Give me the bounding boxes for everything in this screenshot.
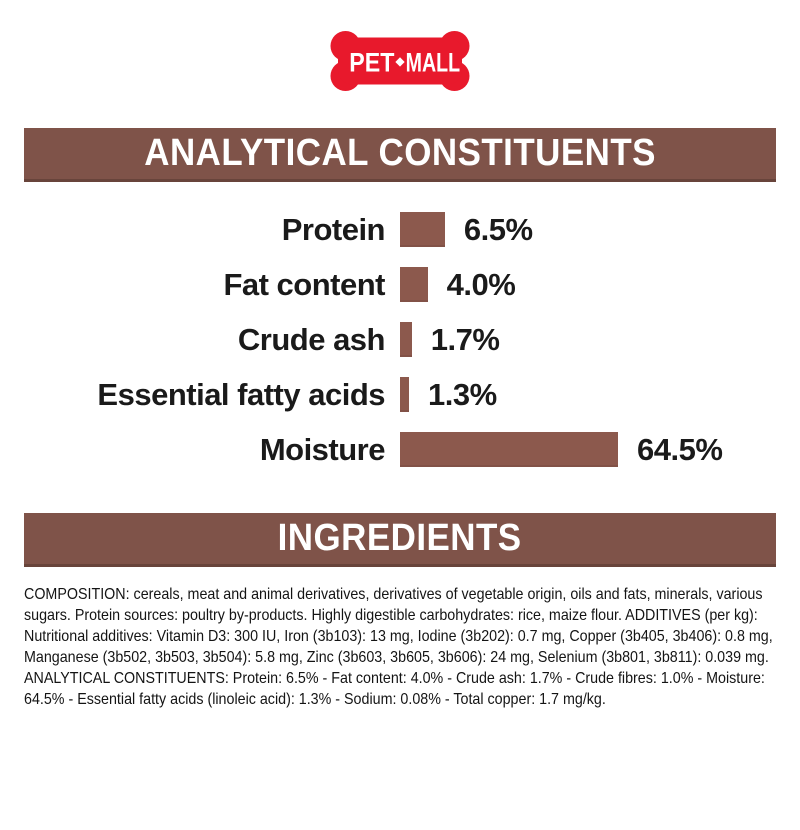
logo-text-mall: MALL xyxy=(405,46,461,78)
chart-row xyxy=(0,422,800,477)
chart-bar xyxy=(400,432,618,467)
analytical-constituents-title: ANALYTICAL CONSTITUENTS xyxy=(144,132,656,174)
chart-value-label: 1.7% xyxy=(430,321,500,357)
chart-value-label: 1.3% xyxy=(427,376,497,412)
chart-bar xyxy=(400,322,412,357)
chart-row xyxy=(0,367,800,422)
chart-value-label: 64.5% xyxy=(637,431,723,467)
pet-food-label xyxy=(0,30,800,830)
chart-category-label: Fat content xyxy=(223,266,385,302)
chart-value-label: 4.0% xyxy=(446,266,516,302)
petmall-logo xyxy=(327,30,473,92)
chart-category-label: Protein xyxy=(281,211,385,247)
chart-category-label: Moisture xyxy=(259,431,385,467)
composition-text: COMPOSITION: cereals, meat and animal derivatives, derivatives of vegetable origin, oils and fats, minerals, various sugars. Protein sources: poultry by-products. Highly digestible carbohydrates: rice, maize flour. ADDITIVES (per kg): Nutritional additives: Vitamin D3: 300 IU, Iron (3b103): 13 mg, Iodine (3b202): 0.7 mg, Copper (3b405, 3b406): 0.8 mg, Manganese (3b502, 3b503, 3b504): 5.8 mg, Zinc (3b603, 3b605, 3b606): 24 mg, Selenium (3b801, 3b811): 0.039 mg. ANALYTICAL CONSTITUENTS: Protein: 6.5% - Fat content: 4.0% - Crude ash: 1.7% - Crude fibres: 1.0% - Moisture: 64.5% - Essential fatty acids (linoleic acid): 1.3% - Sodium: 0.08% - Total copper: 1.7 mg/kg. xyxy=(24,586,773,708)
chart-bar xyxy=(400,267,428,302)
chart-row xyxy=(0,202,800,257)
analytical-constituents-chart xyxy=(0,202,800,477)
chart-row xyxy=(0,312,800,367)
chart-category-label: Crude ash xyxy=(237,321,385,357)
chart-category-label: Essential fatty acids xyxy=(97,376,385,412)
chart-value-label: 6.5% xyxy=(463,211,533,247)
logo-text-pet: PET xyxy=(349,46,395,78)
chart-bar xyxy=(400,377,409,412)
ingredients-title: INGREDIENTS xyxy=(277,517,522,559)
chart-row xyxy=(0,257,800,312)
chart-bar xyxy=(400,212,445,247)
analytical-constituents-header xyxy=(24,128,776,182)
ingredients-header xyxy=(24,513,776,567)
bone-logo-icon xyxy=(327,30,473,92)
